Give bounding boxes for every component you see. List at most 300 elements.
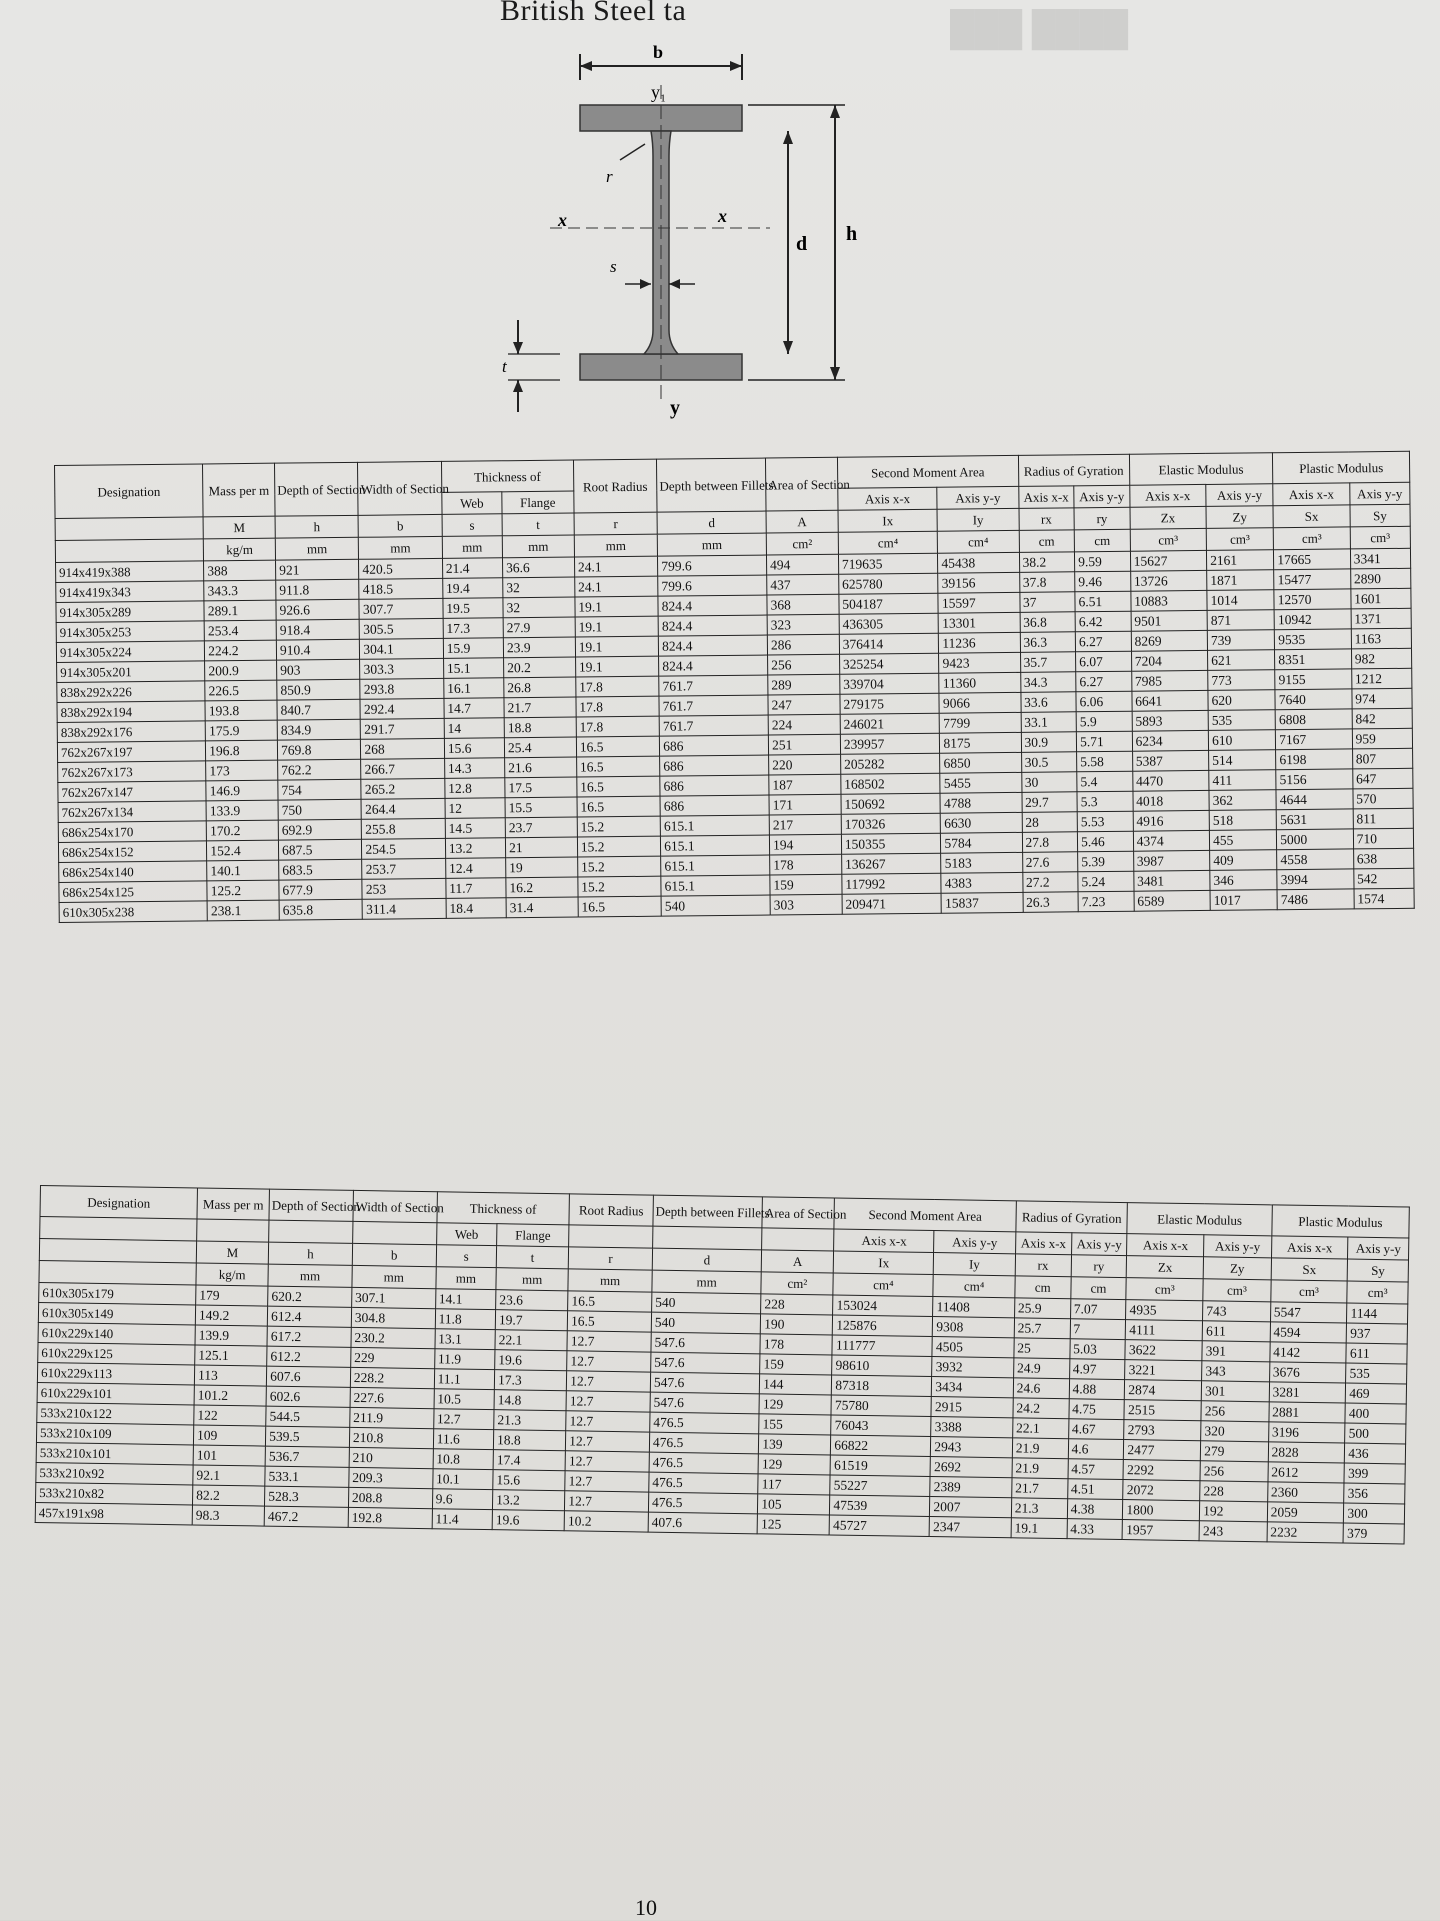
value-cell: 339704 [840,673,940,694]
value-cell: 11236 [939,632,1020,653]
value-cell: 959 [1352,728,1413,749]
value-cell: 209.3 [349,1467,433,1488]
value-cell: 399 [1344,1463,1405,1484]
value-cell: 476.5 [649,1432,759,1454]
symbol-cell: t [502,513,574,536]
value-cell: 411 [1209,770,1276,791]
designation-cell: 838x292x176 [57,721,205,743]
value-cell: 265.2 [361,778,445,799]
value-cell: 500 [1345,1423,1406,1444]
value-cell: 4111 [1126,1320,1203,1341]
symbol-cell: h [275,515,359,538]
symbol-cell: b [358,514,442,537]
value-cell: 13.2 [445,838,505,859]
value-cell: 437 [767,574,839,595]
value-cell: 621 [1208,650,1275,671]
value-cell: 210 [349,1447,433,1468]
unit-cell: mm [657,533,766,556]
diagram-label-s: s [610,257,617,276]
value-cell: 129 [758,1454,830,1475]
value-cell: 761.7 [659,715,768,736]
value-cell: 3196 [1268,1422,1345,1443]
value-cell: 3481 [1133,870,1210,891]
value-cell: 224.2 [205,640,277,661]
value-cell: 3932 [932,1357,1014,1378]
value-cell: 677.9 [279,879,363,900]
value-cell: 12.7 [433,1409,494,1430]
value-cell: 8175 [940,732,1021,753]
value-cell: 542 [1353,868,1414,889]
value-cell: 6234 [1132,730,1209,751]
diagram-label-y1: y₁ [651,82,667,102]
header-designation: Designation [40,1186,197,1219]
designation-cell: 533x210x82 [36,1482,193,1504]
value-cell: 228 [761,1294,833,1315]
unit-cell: mm [496,1268,568,1291]
header-depth: Depth of Section [275,462,359,516]
value-cell: 910.4 [276,639,360,660]
value-cell: 617.2 [267,1326,351,1347]
value-cell: 8269 [1131,630,1208,651]
value-cell: 2477 [1124,1440,1201,1461]
value-cell: 743 [1203,1301,1271,1322]
value-cell: 27.8 [1022,832,1078,853]
value-cell: 320 [1201,1421,1269,1442]
table-2-body [35,1282,1408,1543]
value-cell: 291.7 [361,718,445,739]
value-cell: 540 [651,1312,761,1334]
header-width: Width of Section [353,1190,437,1222]
value-cell: 5.24 [1078,871,1134,892]
value-cell: 7985 [1131,670,1208,691]
designation-cell: 914x305x201 [57,661,205,683]
value-cell: 850.9 [277,679,361,700]
value-cell: 117 [758,1474,830,1495]
value-cell: 3434 [932,1377,1014,1398]
value-cell: 101 [193,1445,265,1466]
value-cell: 15.2 [577,856,661,877]
value-cell: 5893 [1132,710,1209,731]
value-cell: 47539 [830,1495,930,1517]
value-cell: 279 [1200,1441,1268,1462]
value-cell: 125876 [833,1315,933,1337]
value-cell: 5.71 [1076,731,1132,752]
value-cell: 6.06 [1076,691,1132,712]
value-cell: 39156 [938,572,1019,593]
value-cell: 769.8 [277,739,361,760]
value-cell: 376414 [839,633,939,654]
unit-cell: cm [1070,1277,1126,1300]
symbol-cell: t [496,1246,568,1269]
designation-cell: 914x305x253 [56,621,204,643]
value-cell: 7204 [1131,650,1208,671]
value-cell: 3676 [1269,1362,1346,1383]
value-cell: 811 [1353,808,1414,829]
value-cell: 19.6 [492,1510,564,1531]
value-cell: 140.1 [207,860,279,881]
value-cell: 16.5 [567,1311,651,1332]
value-cell: 7.23 [1078,891,1134,912]
value-cell: 12 [445,798,505,819]
value-cell: 1014 [1207,590,1274,611]
symbol-cell: b [352,1243,436,1266]
symbol-cell: A [761,1250,833,1273]
value-cell: 37 [1019,592,1075,613]
value-cell: 436305 [839,613,939,634]
value-cell: 539.5 [266,1426,350,1447]
value-cell: 22.1 [1012,1418,1068,1439]
value-cell: 5631 [1276,809,1353,830]
value-cell: 32 [503,577,575,598]
value-cell: 29.7 [1021,792,1077,813]
symbol-cell: Iy [937,508,1018,531]
value-cell: 469 [1346,1383,1407,1404]
header-axis-xx: Axis x-x [1127,1234,1204,1257]
value-cell: 21.7 [504,697,576,718]
value-cell: 3622 [1125,1340,1202,1361]
unit-cell: mm [442,536,502,559]
value-cell: 307.7 [359,598,443,619]
value-cell: 2347 [929,1517,1011,1538]
value-cell: 683.5 [279,859,363,880]
value-cell: 21.3 [494,1410,566,1431]
value-cell: 4644 [1276,789,1353,810]
value-cell: 840.7 [277,699,361,720]
value-cell: 193.8 [205,700,277,721]
value-cell: 190 [761,1314,833,1335]
value-cell: 10.1 [432,1469,493,1490]
value-cell: 2943 [931,1437,1013,1458]
diagram-label-y: y [670,397,680,419]
value-cell: 420.5 [359,558,443,579]
value-cell: 13.2 [493,1490,565,1511]
value-cell: 256 [1201,1401,1269,1422]
symbol-cell: Zx [1130,506,1207,529]
header-axis-yy: Axis y-y [1349,482,1410,505]
unit-cell: cm⁴ [933,1275,1015,1298]
value-cell: 6198 [1276,749,1353,770]
value-cell: 98.3 [192,1505,264,1526]
unit-cell: cm⁴ [938,530,1019,553]
value-cell: 30.9 [1021,732,1077,753]
unit-cell: cm³ [1350,526,1411,549]
value-cell: 311.4 [362,898,446,919]
value-cell: 834.9 [277,719,361,740]
value-cell: 615.1 [661,835,770,856]
value-cell: 15627 [1130,550,1207,571]
value-cell: 536.7 [265,1446,349,1467]
value-cell: 27.6 [1022,852,1078,873]
value-cell: 1163 [1351,628,1412,649]
header-axis-xx: Axis x-x [834,1229,934,1253]
value-cell: 305.5 [360,618,444,639]
i-beam-section-diagram [502,40,900,420]
value-cell: 21 [505,837,577,858]
symbol-cell: ry [1071,1255,1127,1278]
value-cell: 754 [278,779,362,800]
value-cell: 9501 [1131,610,1208,631]
value-cell: 24.2 [1013,1398,1069,1419]
value-cell: 194 [769,834,841,855]
value-cell: 139.9 [195,1325,267,1346]
unit-cell: cm [1015,1276,1071,1299]
header-second-moment: Second Moment Area [837,455,1018,488]
value-cell: 129 [759,1394,831,1415]
value-cell: 547.6 [650,1372,760,1394]
symbol-cell: h [268,1242,352,1265]
value-cell: 12.8 [445,778,505,799]
value-cell: 2292 [1123,1460,1200,1481]
value-cell: 36.3 [1020,632,1076,653]
value-cell: 23.6 [496,1290,568,1311]
value-cell: 615.1 [660,815,769,836]
value-cell: 136267 [841,853,941,874]
value-cell: 824.4 [658,615,767,636]
value-cell: 10.5 [434,1389,495,1410]
value-cell: 12.7 [567,1371,651,1392]
designation-cell: 610x305x149 [38,1302,195,1324]
value-cell: 19.1 [575,636,659,657]
value-cell: 26.8 [504,677,576,698]
value-cell: 21.9 [1012,1438,1068,1459]
designation-cell: 610x229x101 [37,1382,194,1404]
value-cell: 615.1 [661,875,770,896]
value-cell: 5.9 [1076,711,1132,732]
value-cell: 253.7 [362,858,446,879]
value-cell: 4.51 [1067,1479,1123,1500]
value-cell: 2389 [930,1477,1012,1498]
value-cell: 217 [769,814,841,835]
unit-cell: cm⁴ [838,531,938,554]
value-cell: 2881 [1269,1402,1346,1423]
value-cell: 279175 [840,693,940,714]
value-cell: 21.6 [505,757,577,778]
value-cell: 25 [1014,1338,1070,1359]
designation-cell: 533x210x92 [36,1462,193,1484]
value-cell: 10883 [1131,590,1208,611]
value-cell: 4.97 [1069,1359,1125,1380]
value-cell: 11.4 [432,1509,493,1530]
value-cell: 476.5 [648,1492,758,1514]
value-cell: 113 [194,1365,266,1386]
symbol-cell: Zx [1127,1256,1204,1279]
value-cell: 2890 [1350,568,1411,589]
value-cell: 150692 [841,793,941,814]
value-cell: 4558 [1277,849,1354,870]
designation-cell: 533x210x101 [36,1442,193,1464]
value-cell: 289 [768,674,840,695]
value-cell: 253 [362,878,446,899]
header-plastic-modulus: Plastic Modulus [1272,1205,1410,1238]
value-cell: 1574 [1354,888,1415,909]
value-cell: 911.8 [276,579,360,600]
header-elastic-modulus: Elastic Modulus [1127,1203,1272,1236]
value-cell: 14.1 [435,1289,496,1310]
symbol-cell: Sx [1271,1258,1348,1281]
value-cell: 10.8 [433,1449,494,1470]
value-cell: 7486 [1277,889,1354,910]
unit-cell: mm [568,1269,652,1292]
designation-cell: 610x229x113 [37,1362,194,1384]
value-cell: 547.6 [651,1352,761,1374]
value-cell: 612.4 [267,1306,351,1327]
value-cell: 149.2 [195,1305,267,1326]
value-cell: 15.9 [443,638,503,659]
value-cell: 101.2 [194,1385,266,1406]
value-cell: 111777 [832,1335,932,1357]
value-cell: 5.3 [1077,791,1133,812]
diagram-label-t: t [502,357,507,376]
value-cell: 209471 [842,893,942,914]
value-cell: 11.9 [434,1349,495,1370]
value-cell: 739 [1207,630,1274,651]
value-cell: 82.2 [193,1485,265,1506]
value-cell: 208.8 [348,1487,432,1508]
value-cell: 436 [1345,1443,1406,1464]
value-cell: 1871 [1207,570,1274,591]
value-cell: 122 [194,1405,266,1426]
value-cell: 289.1 [204,600,276,621]
header-axis-yy: Axis y-y [934,1231,1016,1254]
header-axis-yy: Axis y-y [1206,484,1273,507]
value-cell: 762.2 [278,759,362,780]
value-cell: 14.7 [444,698,504,719]
value-cell: 5387 [1132,750,1209,771]
value-cell: 6630 [941,812,1022,833]
unit-cell: mm [652,1270,762,1294]
value-cell: 8351 [1275,649,1352,670]
value-cell: 125 [757,1514,829,1535]
value-cell: 974 [1352,688,1413,709]
value-cell: 16.5 [568,1291,652,1312]
value-cell: 476.5 [649,1472,759,1494]
value-cell: 37.8 [1019,572,1075,593]
header-web: Web [442,492,502,515]
value-cell: 5547 [1270,1302,1347,1323]
value-cell: 14 [444,718,504,739]
unit-cell: cm³ [1206,528,1273,551]
header-depth-fillets: Depth between Fillets [657,458,766,512]
header-mass: Mass per m [203,463,275,517]
value-cell: 982 [1351,648,1412,669]
value-cell: 5.53 [1077,811,1133,832]
symbol-cell: Ix [838,509,938,532]
value-cell: 926.6 [276,599,360,620]
value-cell: 400 [1345,1403,1406,1424]
value-cell: 12.7 [565,1451,649,1472]
value-cell: 12.7 [565,1471,649,1492]
value-cell: 187 [769,774,841,795]
value-cell: 476.5 [649,1452,759,1474]
value-cell: 9535 [1275,629,1352,650]
designation-cell: 686x254x152 [58,841,206,863]
value-cell: 133.9 [206,800,278,821]
value-cell: 230.2 [351,1327,435,1348]
value-cell: 6589 [1134,890,1211,911]
value-cell: 293.8 [360,678,444,699]
header-thickness: Thickness of [441,460,573,492]
value-cell: 15.1 [443,658,503,679]
value-cell: 19.1 [575,656,659,677]
value-cell: 325254 [839,653,939,674]
value-cell: 2692 [930,1457,1012,1478]
value-cell: 602.6 [266,1386,350,1407]
value-cell: 255.8 [362,818,446,839]
value-cell: 17.8 [576,696,660,717]
value-cell: 3994 [1277,869,1354,890]
value-cell: 125.1 [195,1345,267,1366]
value-cell: 19.7 [495,1310,567,1331]
value-cell: 205282 [840,753,940,774]
unit-cell: cm [1019,530,1075,553]
value-cell: 303.3 [360,658,444,679]
value-cell: 686 [660,755,769,776]
value-cell: 547.6 [651,1332,761,1354]
value-cell: 514 [1209,750,1276,771]
value-cell: 533.1 [265,1466,349,1487]
unit-cell: mm [502,535,574,558]
value-cell: 368 [767,594,839,615]
value-cell: 937 [1347,1323,1408,1344]
value-cell: 17.4 [493,1450,565,1471]
value-cell: 12.4 [445,858,505,879]
designation-cell: 914x419x343 [56,581,204,603]
value-cell: 12.7 [567,1331,651,1352]
value-cell: 45438 [938,552,1019,573]
header-designation: Designation [55,464,204,519]
header-axis-yy: Axis y-y [1204,1235,1272,1258]
value-cell: 7 [1070,1319,1126,1340]
value-cell: 362 [1209,790,1276,811]
value-cell: 170.2 [206,820,278,841]
value-cell: 343 [1202,1361,1270,1382]
designation-cell: 914x419x388 [56,561,204,583]
value-cell: 1212 [1351,668,1412,689]
value-cell: 4505 [932,1337,1014,1358]
header-axis-xx: Axis x-x [1129,484,1206,507]
value-cell: 540 [652,1292,762,1314]
header-axis-yy: Axis y-y [937,486,1018,509]
unit-cell: cm³ [1203,1279,1271,1302]
value-cell: 19.4 [442,578,502,599]
value-cell: 11.6 [433,1429,494,1450]
value-cell: 1800 [1123,1500,1200,1521]
value-cell: 918.4 [276,619,360,640]
symbol-cell: Sy [1348,1259,1409,1282]
value-cell: 15.6 [444,738,504,759]
value-cell: 173 [206,760,278,781]
header-flange: Flange [502,491,574,514]
value-cell: 18.8 [493,1430,565,1451]
value-cell: 2232 [1267,1522,1344,1543]
value-cell: 3987 [1133,850,1210,871]
value-cell: 4.33 [1067,1519,1123,1540]
value-cell: 17665 [1274,549,1351,570]
value-cell: 159 [760,1354,832,1375]
header-axis-xx: Axis x-x [1018,486,1074,509]
value-cell: 12.7 [566,1391,650,1412]
value-cell: 3388 [931,1417,1013,1438]
value-cell: 11.8 [435,1309,496,1330]
value-cell: 9.46 [1075,571,1131,592]
header-axis-yy: Axis y-y [1348,1237,1409,1260]
value-cell: 11360 [939,672,1020,693]
value-cell: 612.2 [267,1346,351,1367]
value-cell: 2793 [1124,1420,1201,1441]
unit-cell: cm² [761,1272,833,1295]
header-thickness: Thickness of [437,1192,570,1225]
value-cell: 168502 [841,773,941,794]
